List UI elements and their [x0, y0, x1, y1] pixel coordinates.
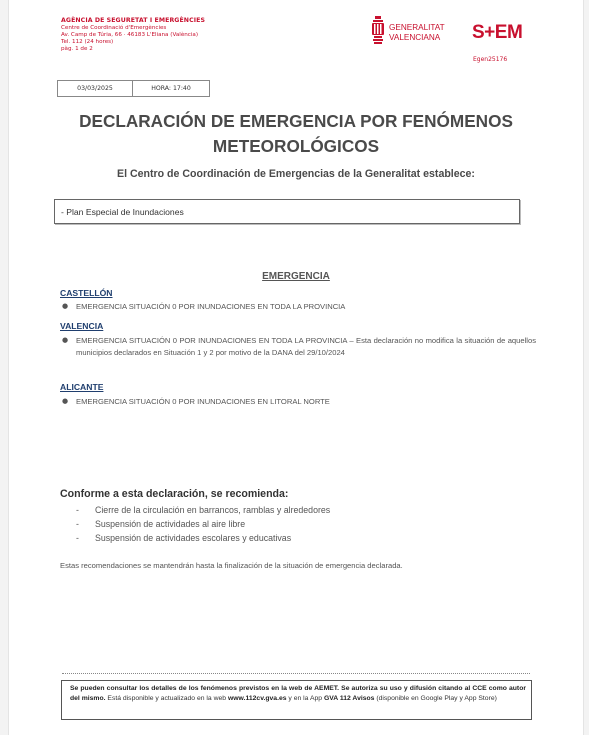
recommendation-item: Suspensión de actividades al aire libre	[95, 519, 246, 529]
footer-text-3: (disponible en Google Play y App Store)	[376, 695, 497, 702]
bullet-icon: ●	[62, 302, 69, 310]
org-line-phone: Tel. 112 (24 hores)	[61, 39, 114, 45]
org-line-center: Centre de Coordinació d'Emergències	[61, 25, 167, 31]
org-name: AGÈNCIA DE SEGURETAT I EMERGÈNCIES	[61, 17, 206, 24]
org-line-page: pàg. 1 de 2	[61, 46, 93, 52]
date-time-box	[57, 80, 210, 97]
plan-label: - Plan Especial de Inundaciones	[61, 206, 184, 217]
subtitle: El Centro de Coordinación de Emergencias de la Generalitat establece:	[117, 168, 475, 180]
generalitat-logo-line1: GENERALITAT	[389, 23, 445, 32]
region-castellon: CASTELLÓN	[60, 288, 113, 298]
footer-url: www.112cv.gva.es	[227, 695, 287, 702]
generalitat-shield-icon	[371, 16, 385, 54]
footer-bold-text: Se pueden consultar los detalles de los fenómenos previstos en la web de AEMET. Se autoriza su uso y difusión citando al CCE como autor del mismo.	[70, 685, 526, 702]
time-value: HORA: 17:40	[151, 85, 191, 92]
dotted-divider	[62, 673, 530, 674]
generalitat-logo-line2: VALENCIANA	[389, 32, 441, 42]
region-valencia: VALENCIA	[60, 321, 104, 331]
footer-text-1: Está disponible y actualizado en la web	[107, 695, 227, 702]
page-title-line1: DECLARACIÓN DE EMERGENCIA POR FENÓMENOS	[79, 111, 513, 131]
org-line-address: Av. Camp de Túria, 66 · 46183 L'Eliana (València)	[61, 32, 199, 38]
date-value: 03/03/2025	[58, 81, 133, 96]
region-alicante: ALICANTE	[60, 382, 104, 392]
footer-box	[61, 680, 532, 720]
recommendation-item: Suspensión de actividades escolares y educativas	[95, 533, 292, 543]
region-valencia-bullet: EMERGENCIA SITUACIÓN 0 POR INUNDACIONES EN TODA LA PROVINCIA – Esta declaración no modifica la situación de aquellos municipios declarados en Situación 1 y 2 por motivo de la DANA del 29/10/2024	[76, 336, 536, 357]
sem-logo: S+EM	[472, 22, 523, 43]
bullet-icon: ●	[62, 336, 69, 344]
footer-text-2: y en la App	[288, 695, 323, 702]
document-page	[8, 0, 584, 735]
recommendations-note: Estas recomendaciones se mantendrán hasta la finalización de la situación de emergencia declarada.	[60, 561, 403, 570]
region-alicante-bullet: EMERGENCIA SITUACIÓN 0 POR INUNDACIONES EN LITORAL NORTE	[76, 397, 330, 406]
recommendations-title: Conforme a esta declaración, se recomienda:	[60, 488, 289, 500]
region-castellon-bullet: EMERGENCIA SITUACIÓN 0 POR INUNDACIONES EN TODA LA PROVINCIA	[76, 302, 346, 311]
page-title-line2: METEOROLÓGICOS	[212, 136, 380, 156]
plan-box	[54, 199, 520, 224]
dash-icon: -	[76, 533, 79, 543]
dash-icon: -	[76, 505, 79, 515]
emergency-heading: EMERGENCIA	[262, 271, 330, 282]
bullet-icon: ●	[62, 397, 69, 405]
document-code: Egen25176	[473, 56, 508, 63]
dash-icon: -	[76, 519, 79, 529]
generalitat-logo-text	[389, 23, 445, 42]
footer-app-name: GVA 112 Avisos	[323, 695, 375, 702]
page-title	[49, 109, 543, 159]
recommendation-item: Cierre de la circulación en barrancos, ramblas y alrededores	[95, 505, 331, 515]
